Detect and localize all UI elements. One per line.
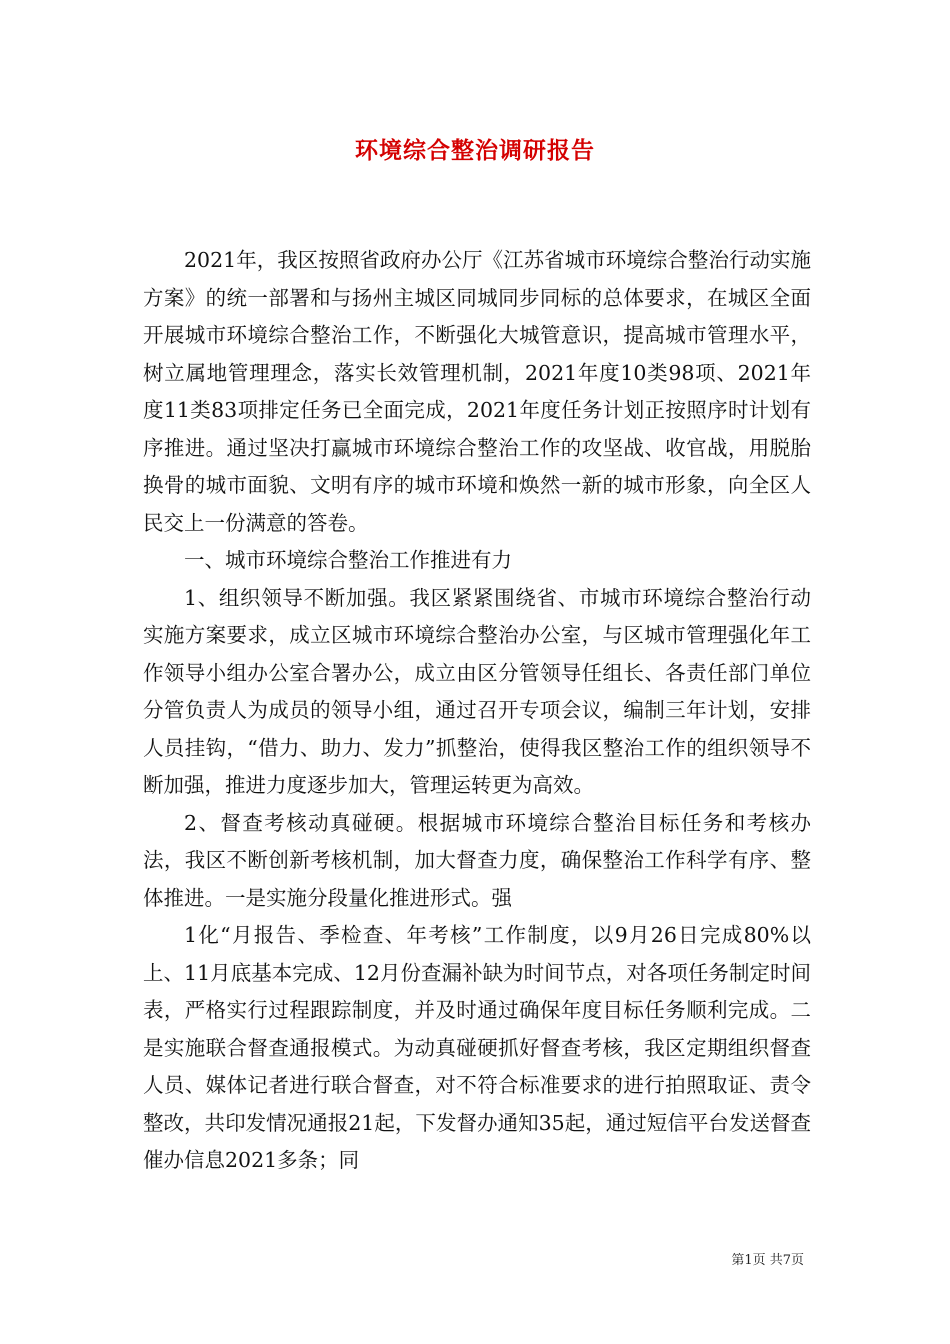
document-body [143,242,811,1180]
page-number-footer: 第1页 共7页 [731,1253,804,1268]
paragraph-supervision: 2、督查考核动真碰硬。根据城市环境综合整治目标任务和考核办法，我区不断创新考核机制，加大督查力度，确保整治工作科学有序、整体推进。一是实施分段量化推进形式。强 [143,810,811,910]
document-title: 环境综合整治调研报告 [355,137,595,164]
section-heading-1: 一、城市环境综合整治工作推进有力 [184,548,512,572]
paragraph-intro: 2021年，我区按照省政府办公厅《江苏省城市环境综合整治行动实施方案》的统一部署和与扬州主城区同城同步同标的总体要求，在城区全面开展城市环境综合整治工作，不断强化大城管意识，提高城市管理水平，树立属地管理理念，落实长效管理机制，2021年度10类98项、2021年度11类83项排定任务已全面完成，2021年度任务计划正按照序时计划有序推进。通过坚决打赢城市环境综合整治工作的攻坚战、收官战，用脱胎换骨的城市面貌、文明有序的城市环境和焕然一新的城市形象，向全区人民交上一份满意的答卷。 [143,248,811,535]
paragraph-reporting-system: 1化“月报告、季检查、年考核”工作制度，以9月26日完成80%以上、11月底基本完成、12月份查漏补缺为时间节点，对各项任务制定时间表，严格实行过程跟踪制度，并及时通过确保年度目标任务顺利完成。二是实施联合督查通报模式。为动真碰硬抓好督查考核，我区定期组织督查人员、媒体记者进行联合督查，对不符合标准要求的进行拍照取证、责令整改，共印发情况通报21起，下发督办通知35起，通过短信平台发送督查催办信息2021多条；同 [143,923,811,1172]
paragraph-organization: 1、组织领导不断加强。我区紧紧围绕省、市城市环境综合整治行动实施方案要求，成立区城市环境综合整治办公室，与区城市管理强化年工作领导小组办公室合署办公，成立由区分管领导任组长、各责任部门单位分管负责人为成员的领导小组，通过召开专项会议，编制三年计划，安排人员挂钩，“借力、助力、发力”抓整治，使得我区整治工作的组织领导不断加强，推进力度逐步加大，管理运转更为高效。 [143,585,811,797]
